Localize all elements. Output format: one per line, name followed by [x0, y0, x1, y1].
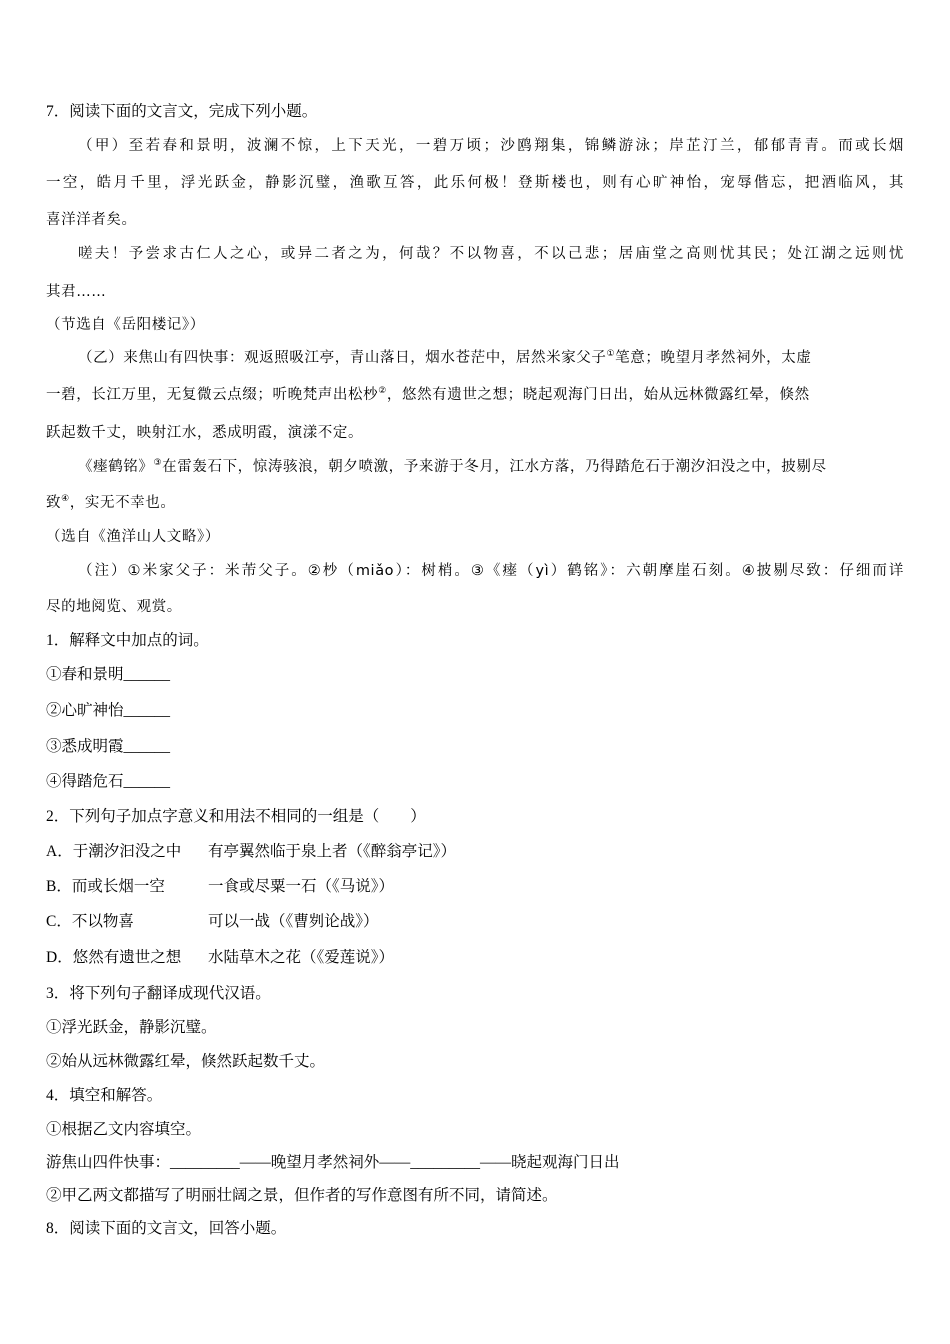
question-3-item-2: ②始从远林微露红晕，倏然跃起数千丈。	[46, 1053, 326, 1070]
passage-jia-line-3: 喜洋洋者矣。	[46, 212, 137, 228]
question-4-item-1: ①根据乙文内容填空。	[46, 1121, 202, 1138]
question-1-item-3: ③悉成明霞______	[46, 738, 171, 755]
notes-line-1: （注）①米家父子：米芾父子。②杪（miǎo）：树梢。③《瘗（yì）鹤铭》：六朝摩崖石刻。④披剔尽致：仔细而详	[78, 563, 904, 579]
question-2: 2．下列句子加点字意义和用法不相同的一组是（ ）	[46, 808, 426, 825]
question-4-item-2: ②甲乙两文都描写了明丽壮阔之景，但作者的写作意图有所不同，请简述。	[46, 1187, 558, 1204]
passage-jia-source: （节选自《岳阳楼记》）	[46, 317, 205, 333]
question-1: 1．解释文中加点的词。	[46, 632, 209, 649]
passage-yi-para2-line-1: 《瘗鹤铭》③在雷轰石下，惊涛骇浪，朝夕喷激，予来游于冬月，江水方落，乃得踏危石于潮汐汩没之中，披剔尽	[78, 458, 827, 475]
question-1-item-2: ②心旷神怡______	[46, 702, 171, 719]
q7-heading: 7．阅读下面的文言文，完成下列小题。	[46, 103, 318, 120]
q8-heading: 8．阅读下面的文言文，回答小题。	[46, 1220, 287, 1237]
notes-line-2: 尽的地阅览、观赏。	[46, 599, 182, 615]
passage-jia-para2-line-1: 嗟夫！予尝求古仁人之心，或异二者之为，何哉？不以物喜，不以己悲；居庙堂之高则忧其民；处江湖之远则忧	[78, 246, 904, 262]
question-1-item-4: ④得踏危石______	[46, 773, 171, 790]
passage-yi-line-3: 跃起数千丈，映射江水，悉成明霞，演漾不定。	[46, 425, 364, 441]
question-3-item-1: ①浮光跃金，静影沉璧。	[46, 1019, 217, 1036]
question-2-option-c: C．不以物喜 可以一战（《曹刿论战》）	[46, 913, 379, 930]
question-3: 3．将下列句子翻译成现代汉语。	[46, 985, 271, 1002]
question-2-option-a: A．于潮汐汩没之中 有亭翼然临于泉上者（《醉翁亭记》）	[46, 843, 457, 860]
passage-jia-line-2: 一空，皓月千里，浮光跃金，静影沉璧，渔歌互答，此乐何极！登斯楼也，则有心旷神怡，宠辱偕忘，把酒临风，其	[46, 175, 904, 191]
passage-jia-para2-line-2: 其君……	[46, 284, 107, 300]
passage-yi-line-2: 一碧，长江万里，无复微云点缀；听晚梵声出松杪②，悠然有遗世之想；晓起观海门日出，始从远林微露红晕，倏然	[46, 386, 810, 403]
question-4: 4．填空和解答。	[46, 1087, 163, 1104]
passage-jia-line-1: （甲）至若春和景明，波澜不惊，上下天光，一碧万顷；沙鸥翔集，锦鳞游泳；岸芷汀兰，郁郁青青。而或长烟	[78, 138, 904, 154]
question-1-item-1: ①春和景明______	[46, 666, 171, 683]
question-4-fill-line: 游焦山四件快事：_________——晚望月孝然祠外——_________——晓起观海门日出	[46, 1154, 620, 1171]
question-2-option-d: D．悠然有遗世之想 水陆草木之花（《爱莲说》）	[46, 949, 395, 966]
passage-yi-line-1: （乙）来焦山有四快事：观返照吸江亭，青山落日，烟水苍茫中，居然米家父子①笔意；晚望月孝然祠外，太虚	[78, 349, 812, 366]
passage-yi-para2-line-2: 致④，实无不幸也。	[46, 494, 176, 511]
question-2-option-b: B．而或长烟一空 一食或尽粟一石（《马说》）	[46, 878, 395, 895]
passage-yi-source: （选自《渔洋山人文略》）	[46, 529, 220, 545]
